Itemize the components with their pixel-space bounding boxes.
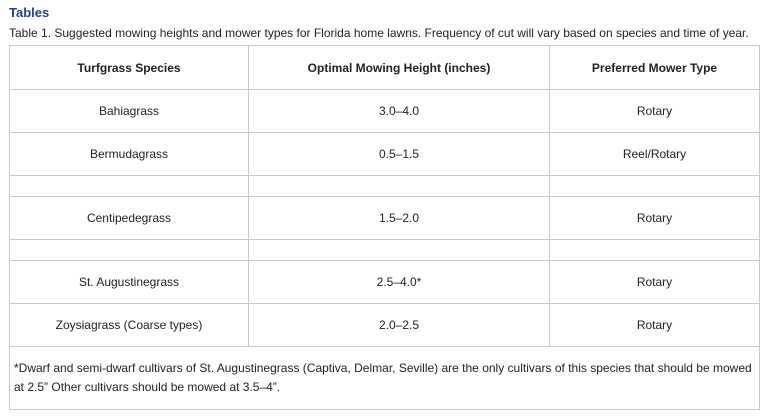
mower-cell: Reel/Rotary <box>550 133 760 176</box>
height-cell: 2.5–4.0* <box>249 261 550 304</box>
empty-row <box>10 240 760 261</box>
column-header-species: Turfgrass Species <box>10 46 249 90</box>
species-cell <box>10 176 249 197</box>
species-cell: Bermudagrass <box>10 133 249 176</box>
height-cell: 2.0–2.5 <box>249 304 550 347</box>
mower-cell: Rotary <box>550 90 760 133</box>
table-footnote: *Dwarf and semi-dwarf cultivars of St. Augustinegrass (Captiva, Delmar, Seville) are the only cultivars of this species that should be mowed at 2.5” Other cultivars should be mowed at 3.5–4”. <box>10 347 760 410</box>
footnote-row <box>10 347 760 410</box>
species-cell: St. Augustinegrass <box>10 261 249 304</box>
height-cell: 3.0–4.0 <box>249 90 550 133</box>
species-cell <box>10 240 249 261</box>
height-cell <box>249 176 550 197</box>
mower-cell <box>550 240 760 261</box>
mower-cell <box>550 176 760 197</box>
table-row <box>10 133 760 176</box>
species-cell: Bahiagrass <box>10 90 249 133</box>
table-row <box>10 304 760 347</box>
table-row <box>10 90 760 133</box>
mowing-table <box>9 45 760 410</box>
column-header-height: Optimal Mowing Height (inches) <box>249 46 550 90</box>
header-row <box>10 46 760 90</box>
mower-cell: Rotary <box>550 197 760 240</box>
table-row <box>10 197 760 240</box>
mower-cell: Rotary <box>550 261 760 304</box>
mower-cell: Rotary <box>550 304 760 347</box>
table-caption: Table 1. Suggested mowing heights and mower types for Florida home lawns. Frequency of cut will vary based on species and time of year. <box>9 26 749 40</box>
species-cell: Zoysiagrass (Coarse types) <box>10 304 249 347</box>
table-row <box>10 261 760 304</box>
species-cell: Centipedegrass <box>10 197 249 240</box>
empty-row <box>10 176 760 197</box>
height-cell: 0.5–1.5 <box>249 133 550 176</box>
height-cell: 1.5–2.0 <box>249 197 550 240</box>
column-header-mower: Preferred Mower Type <box>550 46 760 90</box>
section-heading: Tables <box>9 5 50 20</box>
height-cell <box>249 240 550 261</box>
